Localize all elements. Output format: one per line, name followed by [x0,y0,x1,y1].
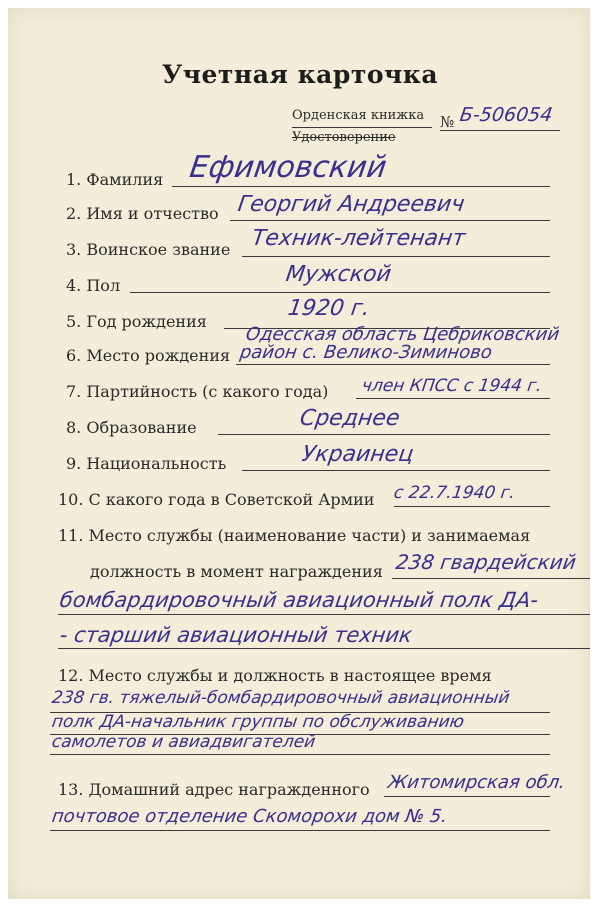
field-2-value: Георгий Андреевич [236,192,467,217]
field-4-value: Мужской [284,262,393,287]
field-6-value-line-1: Одесская область Цебриковский [244,324,561,345]
field-6-label: 6. Место рождения [66,346,231,365]
field-11-underline-3 [58,648,590,649]
field-4-label: 4. Пол [66,276,121,295]
field-11-value-line-1: 238 гвардейский [394,550,578,574]
field-9-value: Украинец [300,442,416,467]
field-13-underline-1 [384,796,550,797]
field-8-underline [218,434,550,435]
field-7-underline [356,398,550,399]
field-11-underline-1 [392,578,590,579]
order-book-underline [292,127,432,128]
order-book-label: Орденская книжка [292,108,425,123]
field-1-value: Ефимовский [187,150,389,185]
field-9-label: 9. Национальность [66,454,227,473]
field-11-value-line-2: бомбардировочный авиационный полк ДА- [58,588,540,612]
field-7-label: 7. Партийность (с какого года) [66,382,329,401]
field-11-value-line-3: - старший авиационный техник [58,623,414,647]
field-13-label: 13. Домашний адрес награжденного [58,780,370,799]
field-12-value-line-2: полк ДА-начальник группы по обслуживанию [50,712,466,732]
field-11-label-line-1: 11. Место службы (наименование части) и занимаемая [58,526,531,545]
field-12-label: 12. Место службы и должность в настоящее время [58,666,492,685]
field-13-value-line-2: почтовое отделение Скоморохи дом № 5. [50,806,449,827]
field-6-underline [236,364,550,365]
field-8-value: Среднее [298,406,402,431]
field-10-value: с 22.7.1940 г. [392,483,517,503]
field-3-underline [242,256,550,257]
field-3-value: Техник-лейтенант [250,226,467,251]
field-6-value-line-2: район с. Велико-Зиминово [238,342,494,363]
field-11-underline-2 [58,614,590,615]
field-3-label: 3. Воинское звание [66,240,231,259]
field-4-underline [130,292,550,293]
field-7-value: член КПСС с 1944 г. [360,376,544,396]
number-sign: № [440,113,455,131]
field-11-label-line-2: должность в момент награждения [90,562,383,581]
field-5-value: 1920 г. [286,296,372,321]
field-5-label: 5. Год рождения [66,312,207,331]
number-underline [440,130,560,131]
field-13-value-line-1: Житомирская обл. [386,772,567,793]
field-2-underline [230,220,550,221]
field-8-label: 8. Образование [66,418,197,437]
field-1-underline [172,186,550,187]
field-9-underline [242,470,550,471]
field-1-label: 1. Фамилия [66,170,164,189]
field-12-underline-3 [50,754,550,755]
field-10-label: 10. С какого года в Советской Армии [58,490,375,509]
order-book-number: Б-506054 [458,104,554,126]
field-13-underline-2 [50,830,550,831]
field-12-value-line-1: 238 гв. тяжелый-бомбардировочный авиационный [50,688,511,708]
field-12-value-line-3: самолетов и авиадвигателей [50,732,317,752]
field-10-underline [394,506,550,507]
field-2-label: 2. Имя и отчество [66,204,219,223]
card-title: Учетная карточка [161,60,439,89]
certificate-label-struck: Удостоверение [292,130,396,145]
